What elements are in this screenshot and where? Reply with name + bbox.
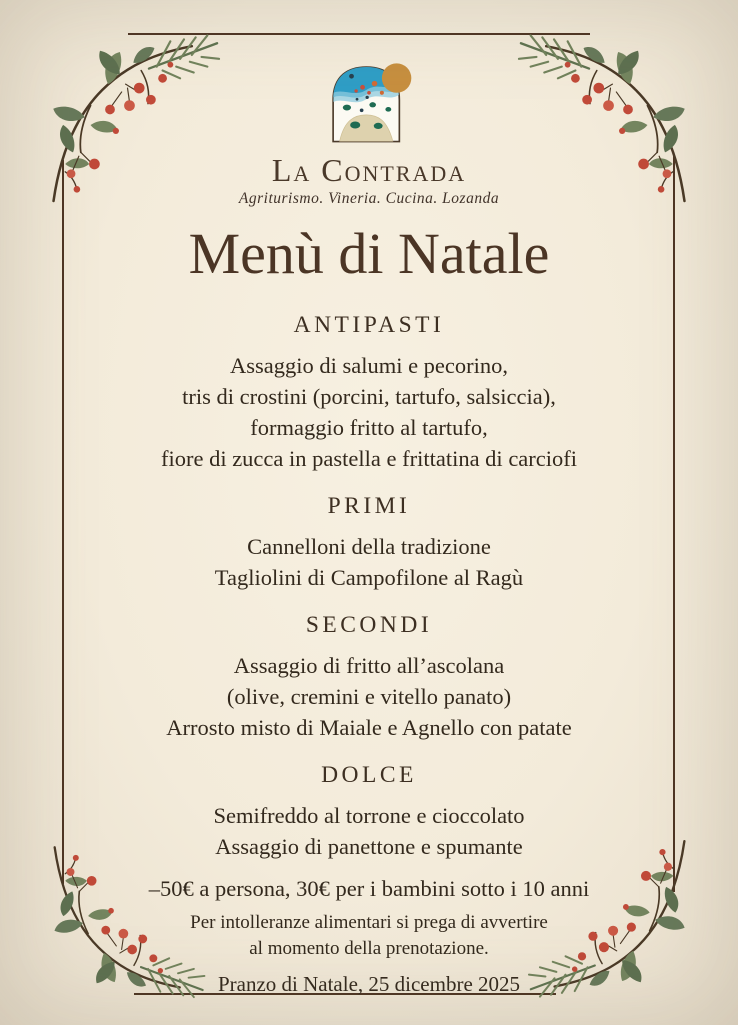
section-heading: PRIMI [327, 493, 411, 519]
page-title: Menù di Natale [188, 221, 550, 286]
sun-icon [382, 63, 411, 92]
menu-item: tris di crostini (porcini, tartufo, salsiccia), [182, 384, 556, 409]
menu-content [70, 0, 668, 997]
section-items [70, 531, 668, 593]
section-heading: SECONDI [305, 612, 433, 638]
allergy-note-line: Per intolleranze alimentari si prega di avvertire [190, 912, 548, 933]
frame-border-left [62, 160, 64, 884]
frame-border-right [673, 156, 675, 892]
menu-item: Assaggio di salumi e pecorino, [229, 353, 509, 378]
section-items [70, 800, 668, 862]
menu-item: fiore di zucca in pastella e frittatina di carciofi [160, 446, 578, 471]
menu-item: formaggio fritto al tartufo, [250, 415, 488, 440]
menu-item: Semifreddo al torrone e cioccolato [213, 803, 525, 828]
menu-item: Assaggio di panettone e spumante [215, 834, 523, 859]
menu-item: Arrosto misto di Maiale e Agnello con patate [166, 715, 572, 740]
section-heading: ANTIPASTI [293, 312, 445, 338]
menu-item: Tagliolini di Campofilone al Ragù [214, 565, 524, 590]
allergy-note [70, 910, 668, 962]
brand-tagline: Agriturismo. Vineria. Cucina. Lozanda [238, 190, 500, 207]
section-antipasti [70, 312, 668, 474]
section-primi [70, 493, 668, 593]
price-line: –50€ a persona, 30€ per i bambini sotto i 10 anni [148, 876, 590, 901]
event-date: Pranzo di Natale, 25 dicembre 2025 [217, 972, 521, 996]
allergy-note-line: al momento della prenotazione. [249, 938, 489, 959]
menu-item: Assaggio di fritto all’ascolana [233, 653, 505, 678]
section-items [70, 650, 668, 743]
menu-item: Cannelloni della tradizione [247, 534, 491, 559]
section-secondi [70, 612, 668, 743]
menu-item: (olive, cremini e vitello panato) [226, 684, 512, 709]
brand-name: La Contrada [271, 152, 467, 188]
brand-logo-icon [311, 56, 427, 148]
section-items [70, 350, 668, 474]
section-heading: DOLCE [321, 762, 417, 788]
section-dolce [70, 762, 668, 862]
